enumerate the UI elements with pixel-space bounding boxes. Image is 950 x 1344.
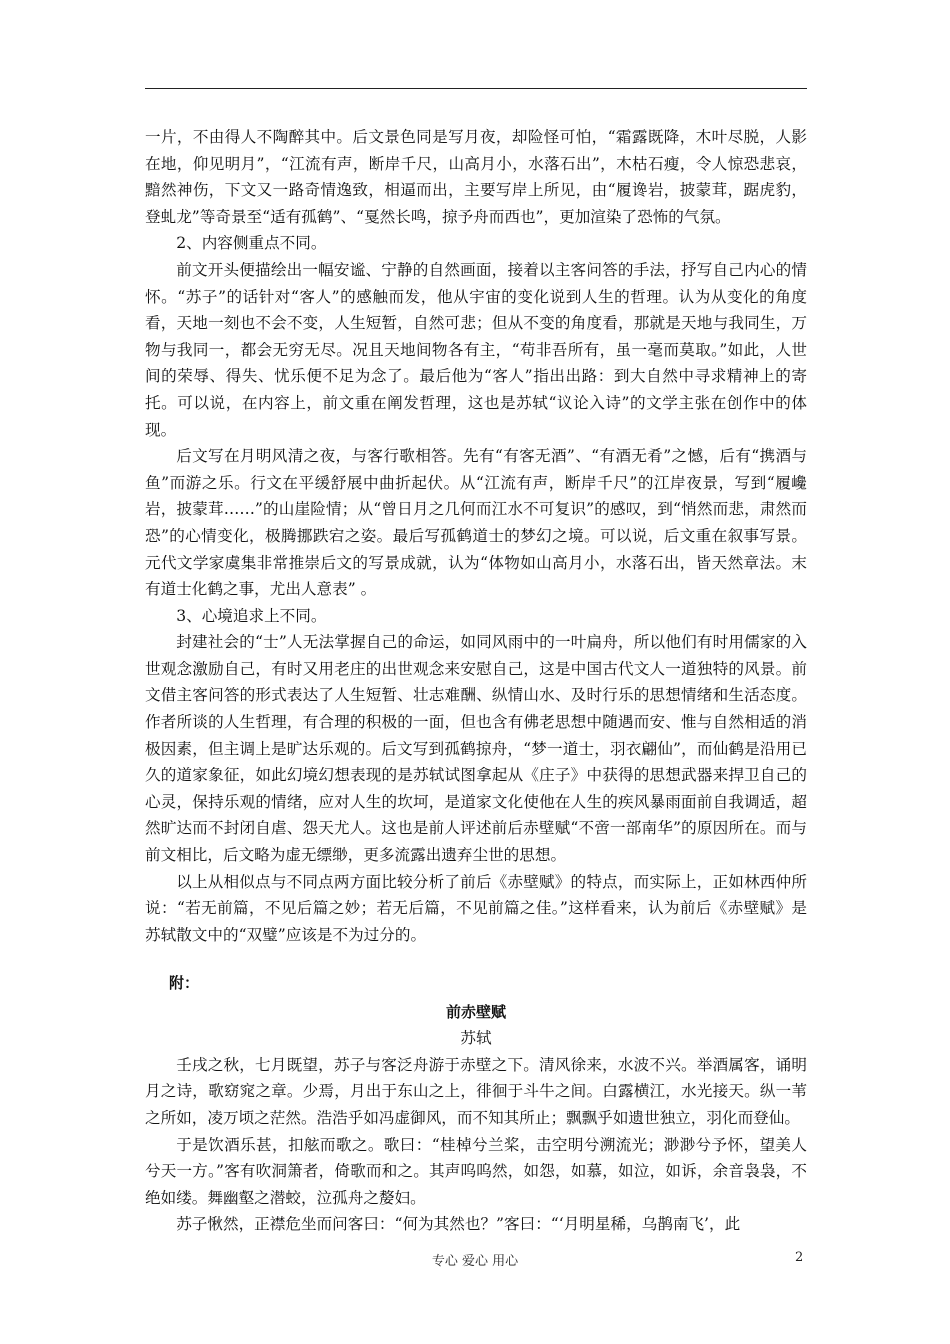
section-heading: 2、内容侧重点不同。 [176, 234, 327, 253]
paragraph: 后文写在月明风清之夜，与客行歌相答。先有“有客无酒”、“有酒无肴”之憾，后有“携酒与鱼”而游之乐。行文在平缓舒展中曲折起伏。从“江流有声，断岸千尺”的江岸夜景，写到“履巉岩，披蒙茸……”的山崖险情；从“曾日月之几何而江水不可复识”的感叹，到“悄然而悲，肃然而恐”的心情变化，极腾挪跌宕之姿。最后写孤鹤道士的梦幻之境。可以说，后文重在叙事写景。元代文学家虞集非常推崇后文的写景成就，认为“体物如山高月小，水落石出，皆天然章法。末有道士化鹤之事，尤出人意表” 。 [145, 447, 807, 599]
page-number: 2 [795, 1250, 804, 1265]
section-heading: 3、心境追求上不同。 [176, 606, 327, 625]
poem-author: 苏轼 [460, 1029, 492, 1048]
poem-title: 前赤壁赋 [445, 1002, 506, 1021]
appendix-label: 附： [169, 974, 200, 992]
footer-text: 专心 爱心 用心 [431, 1254, 519, 1269]
poem-body [145, 1052, 807, 1238]
paragraph: 以上从相似点与不同点两方面比较分析了前后《赤壁赋》的特点，而实际上，正如林西仲所说：“若无前篇，不见后篇之妙；若无后篇，不见前篇之佳。”这样看来，认为前后《赤壁赋》是苏轼散文中的“双璧”应该是不为过分的。 [145, 872, 807, 944]
paragraph: 前文开头便描绘出一幅安谧、宁静的自然画面，接着以主客问答的手法，抒写自己内心的情怀。“苏子”的话针对“客人”的感触而发，他从宇宙的变化说到人生的哲理。认为从变化的角度看，天地一刻也不会不变，人生短暂，自然可悲；但从不变的角度看，那就是天地与我同生，万物与我同一，都会无穷无尽。况且天地间物各有主，“苟非吾所有，虽一毫而莫取。”如此，人世间的荣辱、得失、忧乐便不足为念了。最后他为“客人”指出出路：到大自然中寻求精神上的寄托。可以说，在内容上，前文重在阐发哲理，这也是苏轼“议论入诗”的文学主张在创作中的体现。 [145, 260, 807, 439]
appendix [145, 970, 807, 1238]
poem-paragraph: 苏子愀然，正襟危坐而问客曰：“何为其然也？”客曰：“‘月明星稀，乌鹊南飞’，此 [176, 1215, 741, 1234]
essay-body [145, 124, 807, 948]
paragraph: 封建社会的“士”人无法掌握自己的命运，如同风雨中的一叶扁舟，所以他们有时用儒家的入世观念激励自己，有时又用老庄的出世观念来安慰自己，这是中国古代文人一道独特的风景。前文借主客问答的形式表达了人生短暂、壮志难酬、纵情山水、及时行乐的思想情绪和生活态度。作者所谈的人生哲理，有合理的积极的一面，但也含有佛老思想中随遇而安、惟与自然相适的消极因素，但主调上是旷达乐观的。后文写到孤鹤掠舟，“梦一道士，羽衣翩仙”，而仙鹤是沿用已久的道家象征，如此幻境幻想表现的是苏轼试图拿起从《庄子》中获得的思想武器来捍卫自己的心灵，保持乐观的情绪，应对人生的坎坷，是道家文化使他在人生的疾风暴雨面前自我调适，超然旷达而不封闭自虐、怨天尤人。这也是前人评述前后赤壁赋“不啻一部南华”的原因所在。而与前文相比，后文略为虚无缥缈，更多流露出遗弃尘世的思想。 [145, 633, 807, 865]
poem-paragraph: 于是饮酒乐甚，扣舷而歌之。歌曰：“桂棹兮兰桨，击空明兮溯流光；渺渺兮予怀，望美人兮天一方。”客有吹洞箫者，倚歌而和之。其声呜呜然，如怨，如慕，如泣，如诉，余音袅袅，不绝如缕。舞幽壑之潜蛟，泣孤舟之嫠妇。 [145, 1135, 807, 1207]
paragraph: 一片，不由得人不陶醉其中。后文景色同是写月夜，却险怪可怕，“霜露既降，木叶尽脱，人影在地，仰见明月”，“江流有声，断岸千尺，山高月小，水落石出”，木枯石瘦，令人惊恐悲哀，黯然神伤，下文又一路奇情逸致，相逼而出，主要写岸上所见，由“履谗岩，披蒙茸，踞虎豹，登虬龙”等奇景至“适有孤鹤”、“戛然长鸣，掠予舟而西也”，更加渲染了恐怖的气氛。 [145, 128, 807, 226]
poem-paragraph: 壬戌之秋，七月既望，苏子与客泛舟游于赤壁之下。清风徐来，水波不兴。举酒属客，诵明月之诗，歌窈窕之章。少焉，月出于东山之上，徘徊于斗牛之间。白露横江，水光接天。纵一苇之所如，凌万顷之茫然。浩浩乎如冯虚御风，而不知其所止；飘飘乎如遗世独立，羽化而登仙。 [145, 1055, 807, 1127]
header-rule [145, 88, 807, 89]
